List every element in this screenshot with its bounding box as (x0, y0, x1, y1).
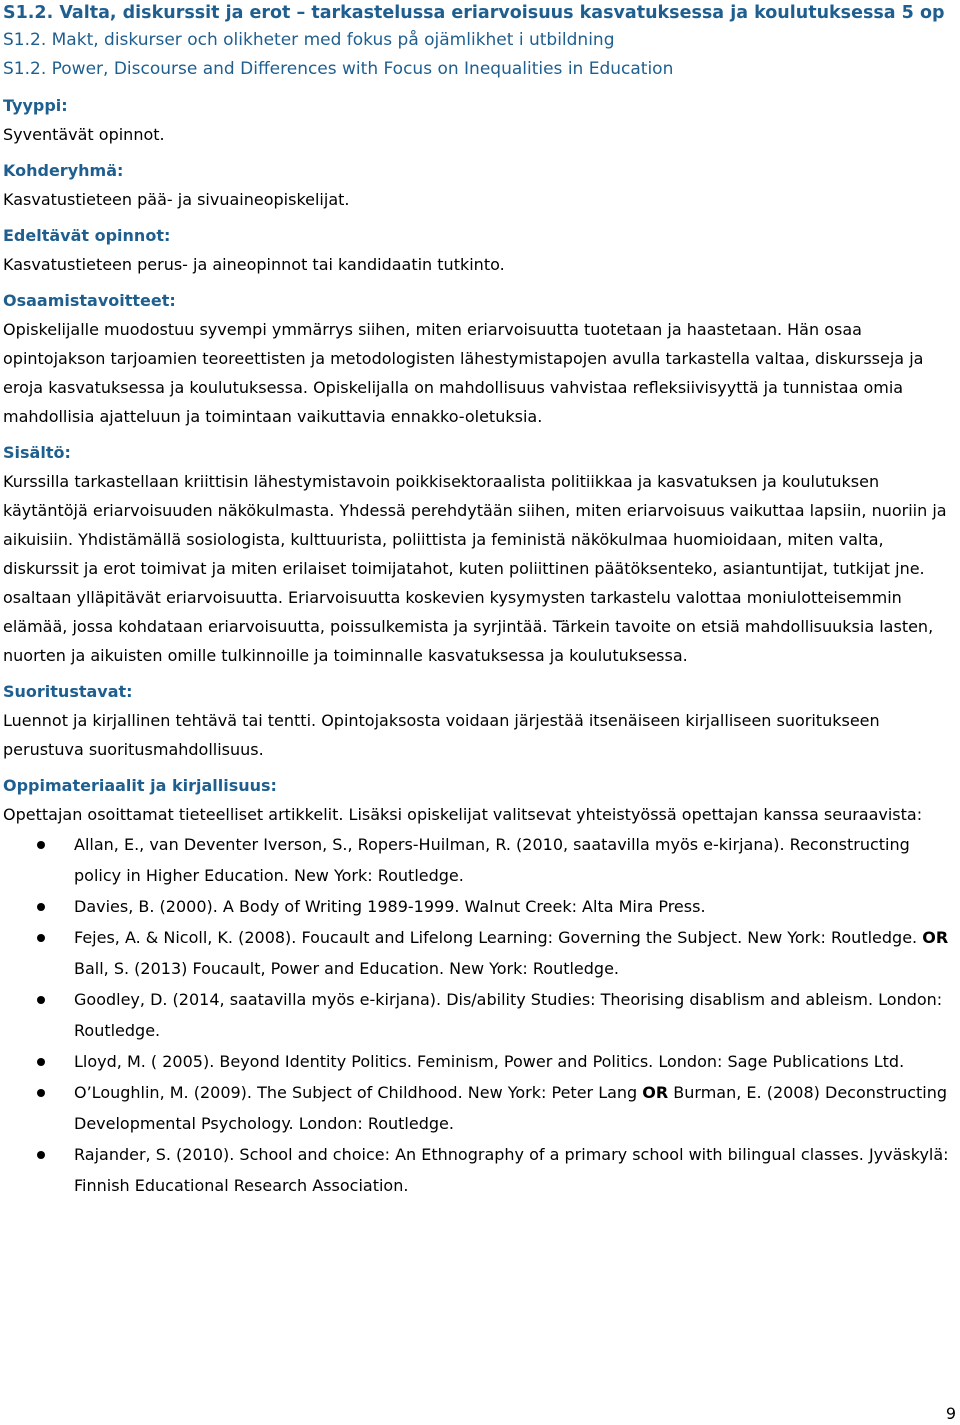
reference-text: Lloyd, M. ( 2005). Beyond Identity Politics. Feminism, Power and Politics. London: Sage Publications Ltd. (74, 1052, 905, 1071)
list-item (3, 1139, 953, 1201)
bullet-icon (37, 1058, 45, 1066)
section-text-kohderyhma: Kasvatustieteen pää- ja sivuaineopiskelijat. (3, 190, 350, 209)
section-heading-tyyppi: Tyyppi: (3, 96, 68, 115)
section-heading-oppimateriaalit: Oppimateriaalit ja kirjallisuus: (3, 776, 277, 795)
section-heading-osaamistavoitteet: Osaamistavoitteet: (3, 291, 176, 310)
reference-text: Rajander, S. (2010). School and choice: An Ethnography of a primary school with bilingual classes. Jyväskylä: Finnish Educational Research Association. (74, 1145, 949, 1195)
section-text-osaamistavoitteet: Opiskelijalle muodostuu syvempi ymmärrys siihen, miten eriarvoisuutta tuotetaan ja haastetaan. Hän osaa opintojakson tarjoamien teoreettisten ja metodologisten lähestymistapojen avulla tarkastella valtaa, diskursseja ja eroja kasvatuksessa ja koulutuksessa. Opiskelijalla on mahdollisuus vahvistaa refleksiivisyyttä ja tunnistaa omia mahdollisia ajatteluun ja toimintaan vaikuttavia ennakko-oletuksia. (3, 320, 924, 426)
list-item (3, 1077, 953, 1139)
section-text-tyyppi: Syventävät opinnot. (3, 125, 165, 144)
or-label: OR (922, 928, 949, 947)
reference-text: Fejes, A. & Nicoll, K. (2008). Foucault and Lifelong Learning: Governing the Subject. New York: Routledge. (74, 928, 923, 947)
reference-text: Goodley, D. (2014, saatavilla myös e-kirjana). Dis/ability Studies: Theorising disablism and ableism. London: Routledge. (74, 990, 943, 1040)
list-item (3, 984, 953, 1046)
reference-text: Burman, E. (2008) Deconstructing Developmental Psychology. London: Routledge. (74, 1083, 948, 1133)
or-label: OR (642, 1083, 669, 1102)
bullet-icon (37, 934, 45, 942)
section-heading-sisalto: Sisältö: (3, 443, 71, 462)
reference-text: Allan, E., van Deventer Iverson, S., Ropers-Huilman, R. (2010, saatavilla myös e-kirjana). Reconstructing policy in Higher Education. New York: Routledge. (74, 835, 910, 885)
section-text-oppimateriaalit: Opettajan osoittamat tieteelliset artikkelit. Lisäksi opiskelijat valitsevat yhteistyössä opettajan kanssa seuraavista: (3, 805, 923, 824)
section-text-edeltavat: Kasvatustieteen perus- ja aineopinnot tai kandidaatin tutkinto. (3, 255, 505, 274)
course-title-sv: S1.2. Makt, diskurser och olikheter med fokus på ojämlikhet i utbildning (3, 30, 615, 50)
section-text-sisalto: Kurssilla tarkastellaan kriittisin lähestymistavoin poikkisektoraalista politiikkaa ja kasvatuksen ja koulutuksen käytäntöjä eriarvoisuuden näkökulmasta. Yhdessä perehdytään siihen, miten eriarvoisuus vaikuttaa lapsiin, nuoriin ja aikuisiin. Yhdistämällä sosiologista, kulttuurista, poliittista ja feministä näkökulmaa huomioidaan, miten valta, diskurssit ja erot toimivat ja miten erilaiset toimijatahot, kuten poliittinen päätöksenteko, asiantuntijat, tutkijat jne. osaltaan ylläpitävät eriarvoisuutta. Eriarvoisuutta koskevien kysymysten tarkastelu valottaa moniulotteisemmin elämää, jossa kohdataan eriarvoisuutta, poissulkemista ja syrjintää. Tärkein tavoite on etsiä mahdollisuuksia lasten, nuorten ja aikuisten omille tulkinnoille ja toiminnalle kasvatuksessa ja koulutuksessa. (3, 472, 947, 665)
bullet-icon (37, 1151, 45, 1159)
reference-text: Ball, S. (2013) Foucault, Power and Education. New York: Routledge. (74, 959, 620, 978)
course-title-fi: S1.2. Valta, diskurssit ja erot – tarkastelussa eriarvoisuus kasvatuksessa ja koulutuksessa 5 op (3, 3, 945, 23)
reference-text: O’Loughlin, M. (2009). The Subject of Childhood. New York: Peter Lang (74, 1083, 643, 1102)
page-number: 9 (945, 1404, 956, 1423)
list-item (3, 891, 953, 922)
bullet-icon (37, 996, 45, 1004)
document-page (3, 0, 953, 1201)
section-heading-edeltavat: Edeltävät opinnot: (3, 226, 171, 245)
list-item (3, 829, 953, 891)
list-item (3, 1046, 953, 1077)
list-item (3, 922, 953, 984)
reference-text: Davies, B. (2000). A Body of Writing 1989-1999. Walnut Creek: Alta Mira Press. (74, 897, 706, 916)
section-heading-kohderyhma: Kohderyhmä: (3, 161, 124, 180)
section-heading-suoritustavat: Suoritustavat: (3, 682, 133, 701)
reference-list (3, 829, 953, 1201)
section-text-suoritustavat: Luennot ja kirjallinen tehtävä tai tentti. Opintojaksosta voidaan järjestää itsenäiseen kirjalliseen suoritukseen perustuva suoritusmahdollisuus. (3, 711, 880, 759)
bullet-icon (37, 1089, 45, 1097)
bullet-icon (37, 903, 45, 911)
bullet-icon (37, 841, 45, 849)
course-title-en: S1.2. Power, Discourse and Differences with Focus on Inequalities in Education (3, 59, 674, 79)
